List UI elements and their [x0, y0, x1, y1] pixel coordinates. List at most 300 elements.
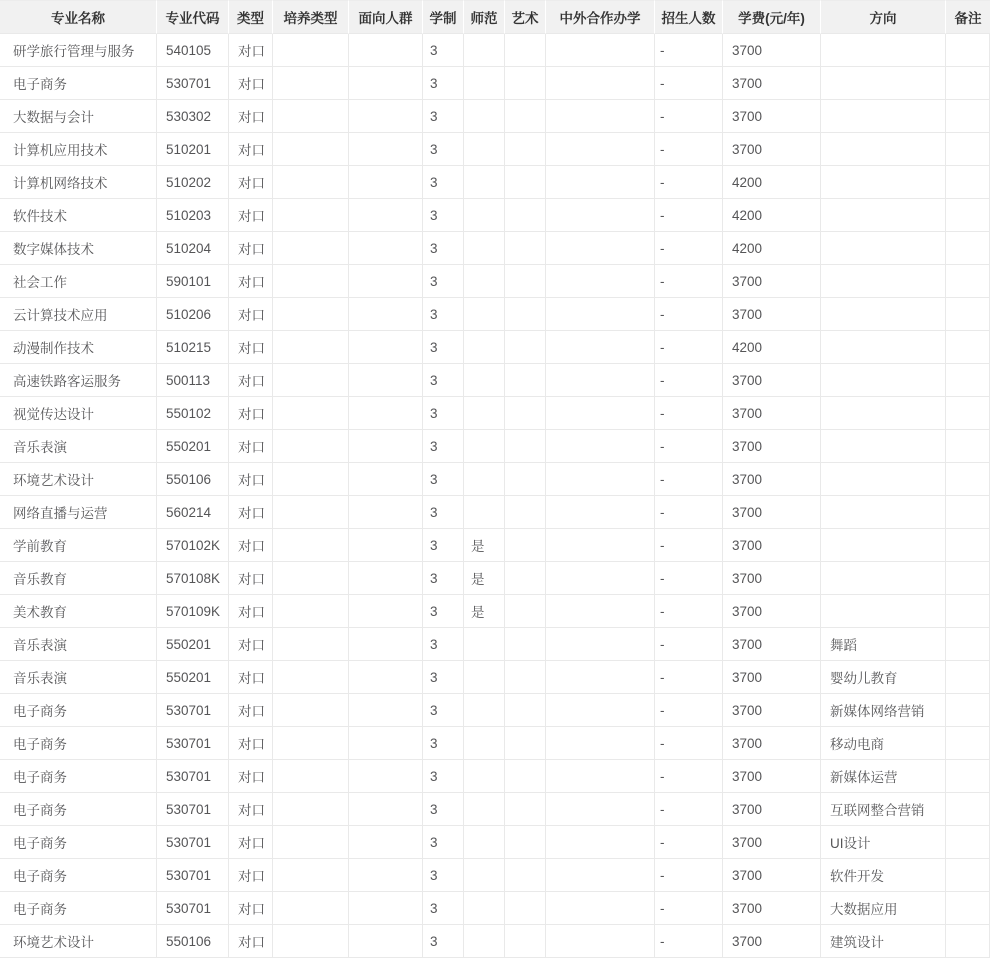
cell-type: 对口 — [229, 793, 273, 826]
cell-normal — [464, 496, 505, 529]
cell-art — [505, 166, 546, 199]
cell-audience — [349, 67, 423, 100]
cell-tuition: 4200 — [723, 331, 821, 364]
cell-coop — [546, 100, 655, 133]
cell-duration: 3 — [423, 397, 464, 430]
cell-coop — [546, 925, 655, 958]
cell-coop — [546, 760, 655, 793]
cell-name: 电子商务 — [0, 793, 157, 826]
table-row — [0, 67, 990, 100]
cell-type: 对口 — [229, 199, 273, 232]
cell-name: 学前教育 — [0, 529, 157, 562]
cell-type: 对口 — [229, 925, 273, 958]
cell-normal — [464, 133, 505, 166]
cell-audience — [349, 793, 423, 826]
table-row — [0, 628, 990, 661]
cell-train_type — [273, 133, 349, 166]
cell-name: 音乐教育 — [0, 562, 157, 595]
cell-coop — [546, 463, 655, 496]
cell-audience — [349, 199, 423, 232]
cell-duration: 3 — [423, 298, 464, 331]
cell-train_type — [273, 694, 349, 727]
table-row — [0, 265, 990, 298]
cell-name: 音乐表演 — [0, 430, 157, 463]
cell-code: 530701 — [157, 727, 229, 760]
cell-audience — [349, 166, 423, 199]
cell-name: 网络直播与运营 — [0, 496, 157, 529]
cell-tuition: 3700 — [723, 661, 821, 694]
cell-enrollment: - — [655, 430, 723, 463]
cell-type: 对口 — [229, 298, 273, 331]
cell-direction — [821, 430, 946, 463]
cell-art — [505, 67, 546, 100]
cell-tuition: 3700 — [723, 595, 821, 628]
cell-code: 570102K — [157, 529, 229, 562]
column-header-duration: 学制 — [423, 0, 464, 34]
cell-normal — [464, 298, 505, 331]
cell-name: 社会工作 — [0, 265, 157, 298]
cell-type: 对口 — [229, 166, 273, 199]
cell-train_type — [273, 628, 349, 661]
cell-train_type — [273, 298, 349, 331]
cell-coop — [546, 496, 655, 529]
cell-train_type — [273, 595, 349, 628]
cell-enrollment: - — [655, 133, 723, 166]
cell-enrollment: - — [655, 298, 723, 331]
cell-train_type — [273, 100, 349, 133]
cell-name: 音乐表演 — [0, 628, 157, 661]
cell-art — [505, 199, 546, 232]
cell-code: 510202 — [157, 166, 229, 199]
cell-duration: 3 — [423, 265, 464, 298]
cell-coop — [546, 166, 655, 199]
table-row — [0, 199, 990, 232]
cell-coop — [546, 892, 655, 925]
cell-coop — [546, 529, 655, 562]
cell-name: 环境艺术设计 — [0, 925, 157, 958]
cell-type: 对口 — [229, 34, 273, 67]
cell-train_type — [273, 166, 349, 199]
cell-code: 530701 — [157, 859, 229, 892]
table-row — [0, 397, 990, 430]
cell-direction — [821, 331, 946, 364]
cell-enrollment: - — [655, 232, 723, 265]
column-header-tuition: 学费(元/年) — [723, 0, 821, 34]
cell-enrollment: - — [655, 496, 723, 529]
cell-code: 590101 — [157, 265, 229, 298]
cell-audience — [349, 892, 423, 925]
cell-tuition: 3700 — [723, 694, 821, 727]
cell-code: 510203 — [157, 199, 229, 232]
cell-enrollment: - — [655, 34, 723, 67]
cell-enrollment: - — [655, 925, 723, 958]
cell-code: 530701 — [157, 826, 229, 859]
cell-normal — [464, 826, 505, 859]
table-row — [0, 34, 990, 67]
cell-direction: 移动电商 — [821, 727, 946, 760]
cell-art — [505, 496, 546, 529]
cell-tuition: 3700 — [723, 760, 821, 793]
cell-audience — [349, 859, 423, 892]
cell-train_type — [273, 793, 349, 826]
cell-art — [505, 34, 546, 67]
cell-normal — [464, 166, 505, 199]
cell-art — [505, 232, 546, 265]
cell-remark — [946, 826, 990, 859]
cell-normal — [464, 694, 505, 727]
cell-tuition: 3700 — [723, 925, 821, 958]
cell-normal — [464, 793, 505, 826]
cell-train_type — [273, 892, 349, 925]
cell-remark — [946, 595, 990, 628]
cell-remark — [946, 331, 990, 364]
cell-name: 美术教育 — [0, 595, 157, 628]
cell-remark — [946, 34, 990, 67]
cell-name: 环境艺术设计 — [0, 463, 157, 496]
cell-coop — [546, 364, 655, 397]
cell-remark — [946, 661, 990, 694]
cell-type: 对口 — [229, 661, 273, 694]
cell-name: 云计算技术应用 — [0, 298, 157, 331]
table-row — [0, 694, 990, 727]
table-row — [0, 595, 990, 628]
cell-duration: 3 — [423, 859, 464, 892]
cell-audience — [349, 496, 423, 529]
cell-type: 对口 — [229, 496, 273, 529]
cell-name: 电子商务 — [0, 694, 157, 727]
cell-train_type — [273, 760, 349, 793]
cell-audience — [349, 298, 423, 331]
cell-direction: UI设计 — [821, 826, 946, 859]
cell-type: 对口 — [229, 331, 273, 364]
cell-code: 560214 — [157, 496, 229, 529]
column-header-train_type: 培养类型 — [273, 0, 349, 34]
cell-duration: 3 — [423, 100, 464, 133]
cell-coop — [546, 628, 655, 661]
cell-type: 对口 — [229, 430, 273, 463]
table-row — [0, 232, 990, 265]
cell-direction: 婴幼儿教育 — [821, 661, 946, 694]
table-body — [0, 34, 990, 958]
cell-code: 570108K — [157, 562, 229, 595]
cell-duration: 3 — [423, 199, 464, 232]
cell-normal — [464, 364, 505, 397]
cell-duration: 3 — [423, 595, 464, 628]
cell-tuition: 3700 — [723, 364, 821, 397]
cell-remark — [946, 298, 990, 331]
cell-name: 计算机应用技术 — [0, 133, 157, 166]
cell-remark — [946, 727, 990, 760]
cell-audience — [349, 694, 423, 727]
cell-type: 对口 — [229, 232, 273, 265]
cell-duration: 3 — [423, 826, 464, 859]
cell-direction — [821, 529, 946, 562]
cell-direction — [821, 67, 946, 100]
cell-art — [505, 265, 546, 298]
cell-normal — [464, 397, 505, 430]
cell-name: 视觉传达设计 — [0, 397, 157, 430]
cell-normal — [464, 331, 505, 364]
cell-name: 大数据与会计 — [0, 100, 157, 133]
cell-duration: 3 — [423, 925, 464, 958]
table-row — [0, 100, 990, 133]
table-row — [0, 496, 990, 529]
cell-direction — [821, 100, 946, 133]
cell-art — [505, 298, 546, 331]
cell-enrollment: - — [655, 331, 723, 364]
cell-name: 动漫制作技术 — [0, 331, 157, 364]
cell-direction: 新媒体网络营销 — [821, 694, 946, 727]
cell-audience — [349, 331, 423, 364]
cell-duration: 3 — [423, 34, 464, 67]
cell-train_type — [273, 925, 349, 958]
cell-duration: 3 — [423, 628, 464, 661]
cell-train_type — [273, 727, 349, 760]
table-row — [0, 430, 990, 463]
cell-art — [505, 397, 546, 430]
cell-train_type — [273, 232, 349, 265]
cell-code: 530701 — [157, 760, 229, 793]
cell-train_type — [273, 265, 349, 298]
cell-direction: 软件开发 — [821, 859, 946, 892]
cell-code: 530701 — [157, 67, 229, 100]
cell-normal — [464, 232, 505, 265]
cell-direction — [821, 463, 946, 496]
cell-enrollment: - — [655, 760, 723, 793]
cell-tuition: 3700 — [723, 859, 821, 892]
cell-audience — [349, 529, 423, 562]
cell-code: 540105 — [157, 34, 229, 67]
cell-tuition: 3700 — [723, 628, 821, 661]
cell-type: 对口 — [229, 397, 273, 430]
cell-remark — [946, 430, 990, 463]
cell-enrollment: - — [655, 364, 723, 397]
cell-art — [505, 925, 546, 958]
table-row — [0, 529, 990, 562]
cell-normal — [464, 430, 505, 463]
cell-audience — [349, 100, 423, 133]
cell-tuition: 3700 — [723, 727, 821, 760]
cell-art — [505, 562, 546, 595]
cell-direction — [821, 397, 946, 430]
cell-name: 计算机网络技术 — [0, 166, 157, 199]
cell-audience — [349, 430, 423, 463]
cell-direction — [821, 595, 946, 628]
cell-normal — [464, 100, 505, 133]
cell-normal: 是 — [464, 529, 505, 562]
cell-enrollment: - — [655, 892, 723, 925]
cell-remark — [946, 364, 990, 397]
cell-audience — [349, 397, 423, 430]
cell-name: 电子商务 — [0, 826, 157, 859]
table-row — [0, 133, 990, 166]
cell-audience — [349, 661, 423, 694]
table-row — [0, 727, 990, 760]
cell-art — [505, 133, 546, 166]
cell-duration: 3 — [423, 463, 464, 496]
cell-direction — [821, 232, 946, 265]
cell-tuition: 3700 — [723, 793, 821, 826]
cell-tuition: 3700 — [723, 67, 821, 100]
cell-duration: 3 — [423, 67, 464, 100]
cell-coop — [546, 232, 655, 265]
cell-code: 530701 — [157, 892, 229, 925]
cell-remark — [946, 496, 990, 529]
cell-duration: 3 — [423, 232, 464, 265]
cell-enrollment: - — [655, 727, 723, 760]
cell-remark — [946, 133, 990, 166]
cell-tuition: 3700 — [723, 265, 821, 298]
cell-coop — [546, 298, 655, 331]
column-header-code: 专业代码 — [157, 0, 229, 34]
cell-enrollment: - — [655, 199, 723, 232]
cell-normal — [464, 727, 505, 760]
cell-name: 电子商务 — [0, 760, 157, 793]
cell-enrollment: - — [655, 529, 723, 562]
cell-normal — [464, 199, 505, 232]
cell-train_type — [273, 496, 349, 529]
cell-audience — [349, 727, 423, 760]
cell-normal — [464, 265, 505, 298]
cell-art — [505, 760, 546, 793]
cell-name: 高速铁路客运服务 — [0, 364, 157, 397]
table-row — [0, 793, 990, 826]
table-row — [0, 331, 990, 364]
cell-train_type — [273, 430, 349, 463]
cell-coop — [546, 265, 655, 298]
cell-normal — [464, 463, 505, 496]
column-header-name: 专业名称 — [0, 0, 157, 34]
cell-art — [505, 463, 546, 496]
cell-coop — [546, 430, 655, 463]
table-row — [0, 892, 990, 925]
cell-coop — [546, 133, 655, 166]
cell-type: 对口 — [229, 595, 273, 628]
cell-enrollment: - — [655, 859, 723, 892]
cell-tuition: 3700 — [723, 892, 821, 925]
cell-type: 对口 — [229, 628, 273, 661]
cell-type: 对口 — [229, 463, 273, 496]
cell-tuition: 4200 — [723, 166, 821, 199]
cell-coop — [546, 859, 655, 892]
cell-type: 对口 — [229, 826, 273, 859]
cell-train_type — [273, 364, 349, 397]
cell-art — [505, 661, 546, 694]
cell-code: 550201 — [157, 628, 229, 661]
cell-tuition: 3700 — [723, 826, 821, 859]
cell-direction: 大数据应用 — [821, 892, 946, 925]
cell-tuition: 4200 — [723, 199, 821, 232]
cell-duration: 3 — [423, 166, 464, 199]
cell-coop — [546, 826, 655, 859]
cell-duration: 3 — [423, 694, 464, 727]
cell-train_type — [273, 397, 349, 430]
cell-name: 电子商务 — [0, 892, 157, 925]
cell-coop — [546, 34, 655, 67]
cell-remark — [946, 859, 990, 892]
cell-art — [505, 859, 546, 892]
cell-type: 对口 — [229, 529, 273, 562]
cell-normal — [464, 67, 505, 100]
cell-tuition: 3700 — [723, 463, 821, 496]
table-row — [0, 925, 990, 958]
cell-name: 电子商务 — [0, 727, 157, 760]
cell-duration: 3 — [423, 529, 464, 562]
cell-code: 510201 — [157, 133, 229, 166]
cell-direction — [821, 298, 946, 331]
cell-code: 500113 — [157, 364, 229, 397]
cell-remark — [946, 793, 990, 826]
cell-enrollment: - — [655, 826, 723, 859]
cell-audience — [349, 760, 423, 793]
table-header-row — [0, 0, 990, 34]
cell-remark — [946, 562, 990, 595]
cell-coop — [546, 562, 655, 595]
cell-type: 对口 — [229, 760, 273, 793]
cell-art — [505, 364, 546, 397]
cell-audience — [349, 232, 423, 265]
cell-code: 510204 — [157, 232, 229, 265]
cell-code: 570109K — [157, 595, 229, 628]
cell-duration: 3 — [423, 793, 464, 826]
table-row — [0, 166, 990, 199]
cell-train_type — [273, 331, 349, 364]
cell-direction — [821, 265, 946, 298]
cell-coop — [546, 67, 655, 100]
cell-art — [505, 793, 546, 826]
cell-audience — [349, 463, 423, 496]
cell-remark — [946, 694, 990, 727]
cell-coop — [546, 694, 655, 727]
cell-remark — [946, 199, 990, 232]
cell-normal — [464, 892, 505, 925]
cell-type: 对口 — [229, 892, 273, 925]
cell-remark — [946, 166, 990, 199]
cell-duration: 3 — [423, 133, 464, 166]
table-row — [0, 760, 990, 793]
column-header-audience: 面向人群 — [349, 0, 423, 34]
cell-coop — [546, 661, 655, 694]
cell-remark — [946, 529, 990, 562]
cell-audience — [349, 34, 423, 67]
cell-train_type — [273, 562, 349, 595]
cell-tuition: 3700 — [723, 133, 821, 166]
cell-remark — [946, 628, 990, 661]
cell-enrollment: - — [655, 265, 723, 298]
column-header-type: 类型 — [229, 0, 273, 34]
cell-type: 对口 — [229, 100, 273, 133]
cell-normal — [464, 925, 505, 958]
cell-enrollment: - — [655, 67, 723, 100]
table-row — [0, 661, 990, 694]
cell-enrollment: - — [655, 166, 723, 199]
cell-remark — [946, 67, 990, 100]
cell-train_type — [273, 67, 349, 100]
cell-code: 510206 — [157, 298, 229, 331]
cell-coop — [546, 793, 655, 826]
cell-audience — [349, 628, 423, 661]
cell-name: 研学旅行管理与服务 — [0, 34, 157, 67]
cell-normal — [464, 760, 505, 793]
cell-direction: 互联网整合营销 — [821, 793, 946, 826]
cell-train_type — [273, 661, 349, 694]
cell-normal — [464, 34, 505, 67]
column-header-coop: 中外合作办学 — [546, 0, 655, 34]
column-header-direction: 方向 — [821, 0, 946, 34]
cell-audience — [349, 826, 423, 859]
cell-art — [505, 529, 546, 562]
cell-train_type — [273, 859, 349, 892]
